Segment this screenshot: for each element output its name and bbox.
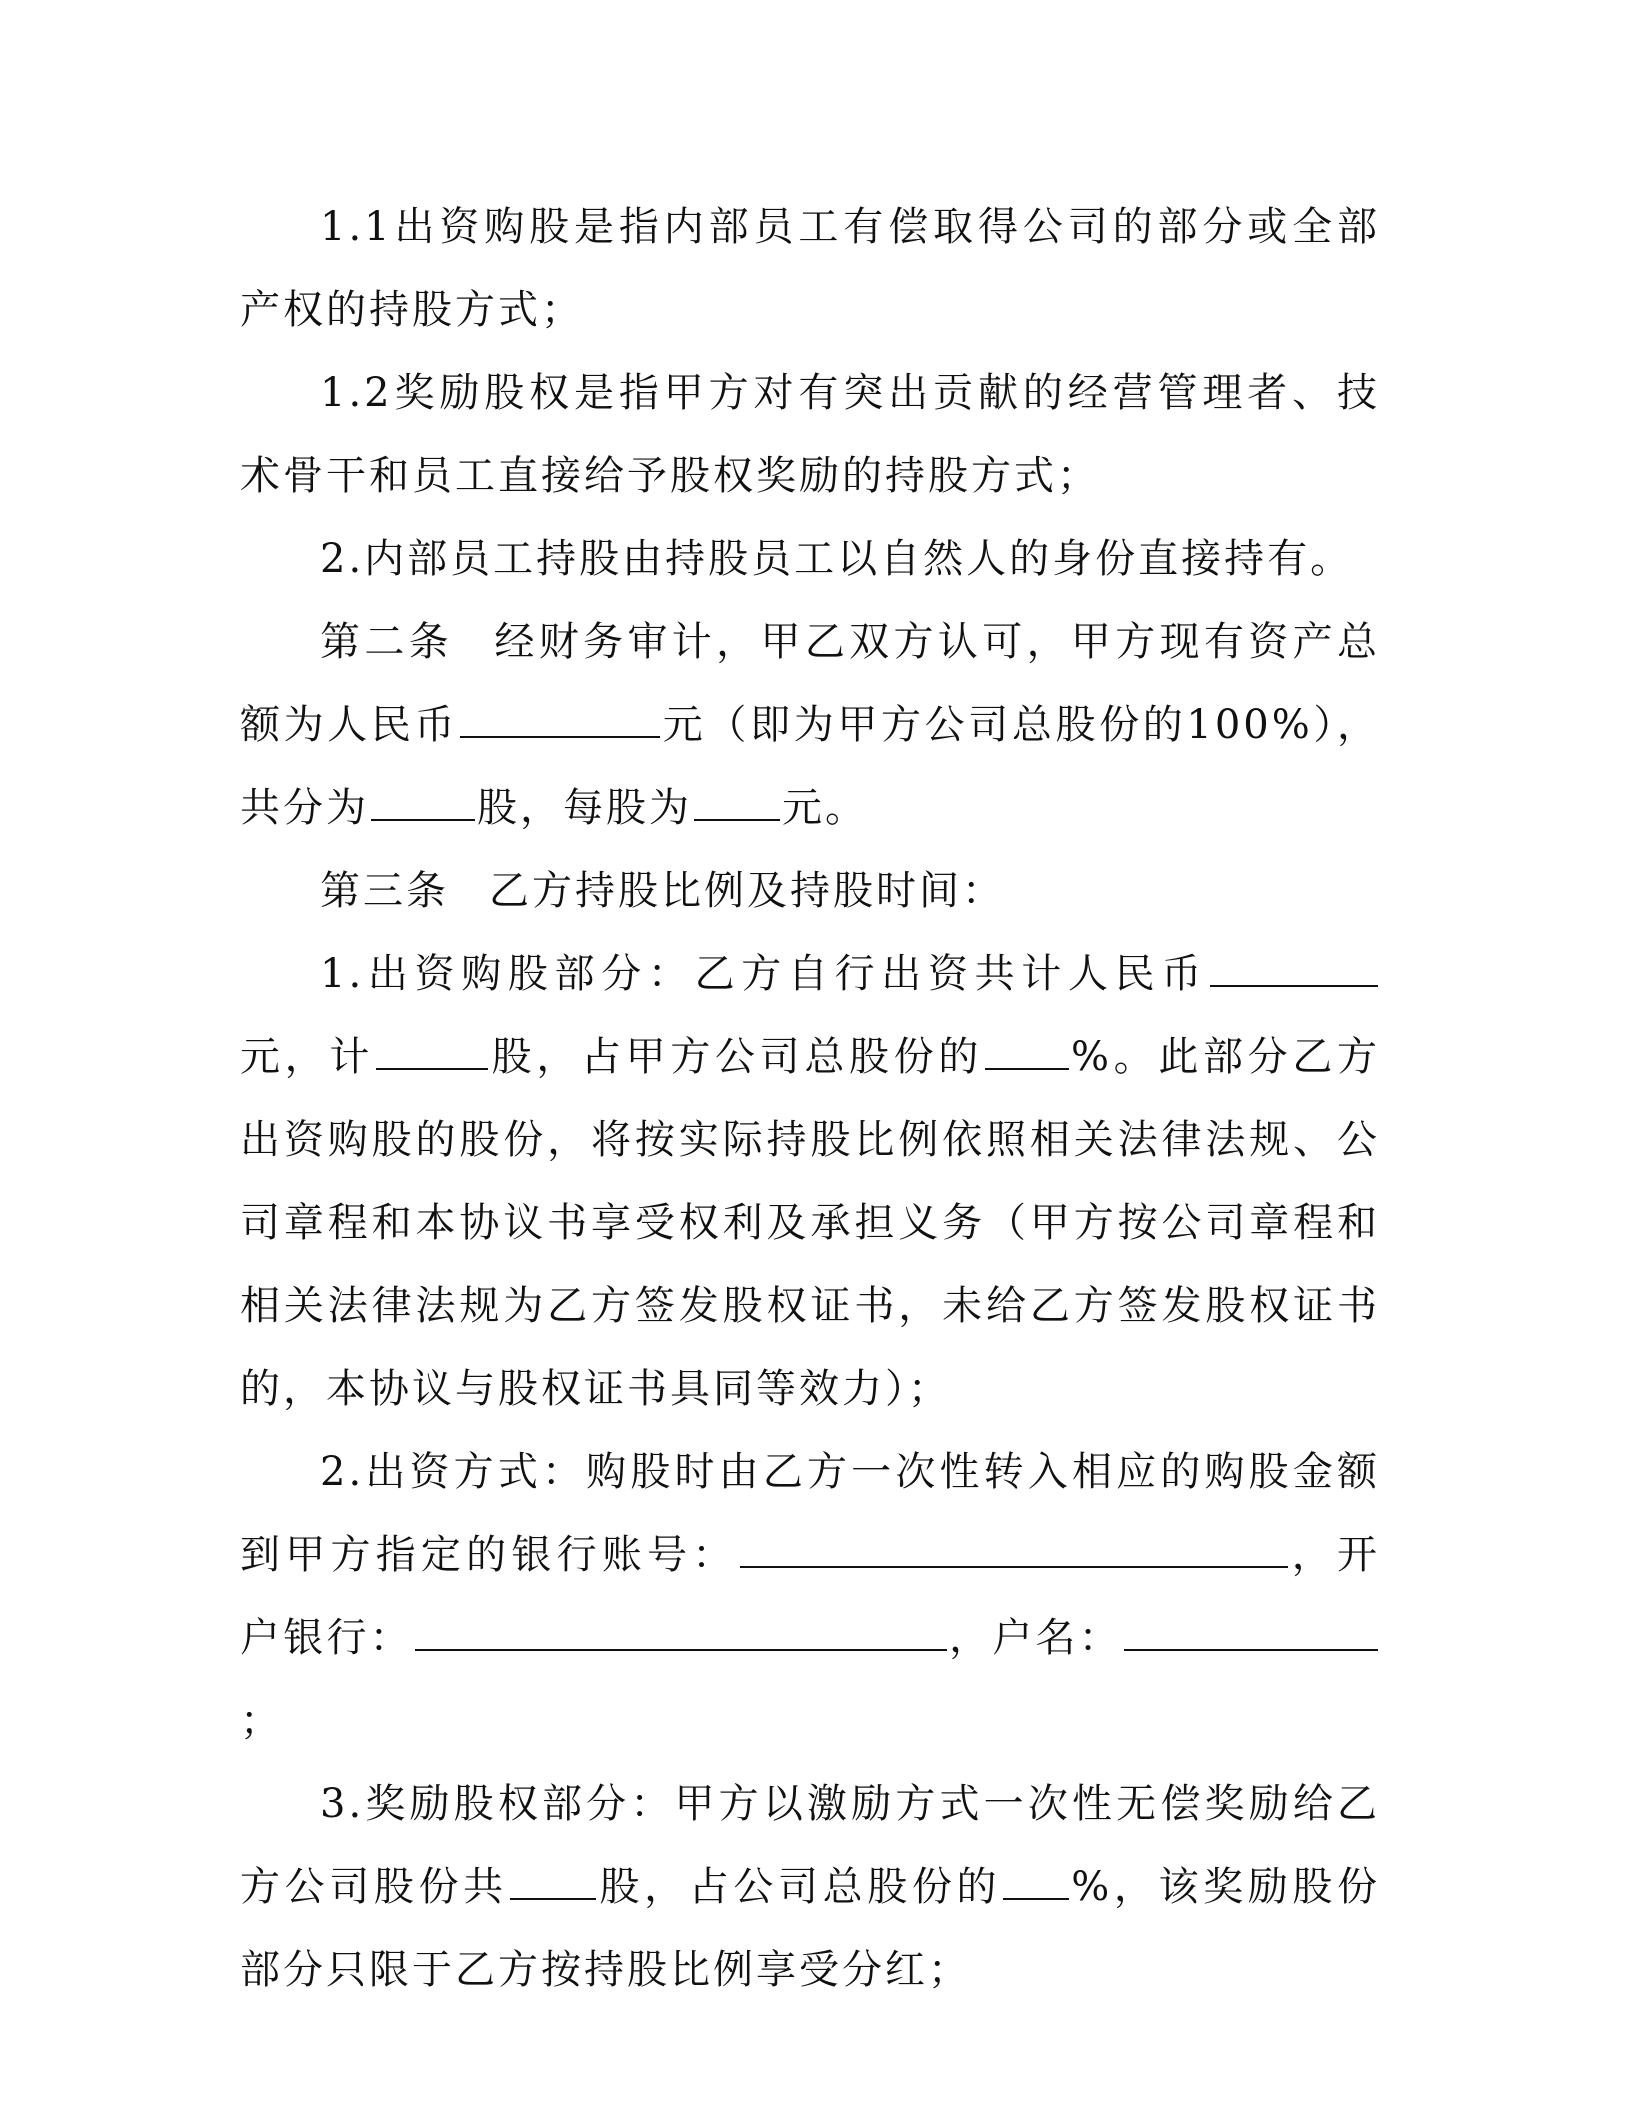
paragraph-1-2-text: 1.2奖励股权是指甲方对有突出贡献的经营管理者、技术骨干和员工直接给予股权奖励的持股方式； bbox=[240, 370, 1380, 499]
account-holder-blank[interactable] bbox=[1124, 1615, 1378, 1651]
item-3-text-c: %，该奖励股份部分只限于乙方按持股比例享受分红； bbox=[240, 1864, 1381, 1993]
total-shares-blank[interactable] bbox=[371, 785, 475, 821]
award-shares-blank[interactable] bbox=[510, 1864, 596, 1900]
paragraph-2-text: 2.内部员工持股由持股员工以自然人的身份直接持有。 bbox=[320, 536, 1354, 582]
bank-account-blank[interactable] bbox=[740, 1532, 1288, 1568]
purchase-amount-blank[interactable] bbox=[1210, 951, 1378, 987]
item-1-text-a: 1.出资购股部分：乙方自行出资共计人民币 bbox=[320, 951, 1208, 997]
purchased-percent-blank[interactable] bbox=[985, 1034, 1069, 1070]
article-2-text-c: 股，每股为 bbox=[477, 785, 692, 831]
article-3-heading: 第三条 bbox=[320, 868, 449, 914]
article-3-item-3 bbox=[240, 1763, 1380, 2012]
article-2-text-a: 经财务审计，甲乙双方认可，甲方现有资产总额为人民币 bbox=[240, 619, 1381, 748]
document-body bbox=[240, 186, 1380, 2012]
item-3-text-a: 3.奖励股权部分：甲方以激励方式一次性无偿奖励给乙方公司股份共 bbox=[240, 1781, 1380, 1910]
share-price-blank[interactable] bbox=[694, 785, 780, 821]
paragraph-1-2 bbox=[240, 352, 1380, 518]
article-2 bbox=[240, 601, 1380, 850]
paragraph-2 bbox=[240, 518, 1380, 601]
paragraph-1-1-text: 1.1出资购股是指内部员工有偿取得公司的部分或全部产权的持股方式； bbox=[240, 204, 1380, 333]
item-3-text-b: 股，占公司总股份的 bbox=[597, 1864, 1002, 1910]
bank-name-blank[interactable] bbox=[415, 1615, 947, 1651]
item-2-text-c: ，户名： bbox=[948, 1615, 1123, 1661]
item-2-text-b: ，开户银行： bbox=[240, 1532, 1381, 1661]
purchased-shares-blank[interactable] bbox=[376, 1034, 488, 1070]
article-3-text: 乙方持股比例及持股时间： bbox=[489, 868, 1005, 914]
total-assets-blank[interactable] bbox=[460, 702, 660, 738]
article-2-text-d: 元。 bbox=[782, 785, 868, 831]
item-1-text-b: 元，计 bbox=[240, 1034, 374, 1080]
item-1-text-c: 股，占甲方公司总股份的 bbox=[490, 1034, 983, 1080]
award-percent-blank[interactable] bbox=[1003, 1864, 1069, 1900]
article-2-heading: 第二条 bbox=[320, 619, 454, 665]
item-1-text-d: %。此部分乙方出资购股的股份，将按实际持股比例依照相关法律法规、公司章程和本协议书享受权利及承担义务（甲方按公司章程和相关法律法规为乙方签发股权证书，未给乙方签发股权证书的，本协议与股权证书具同等效力）； bbox=[240, 1034, 1381, 1412]
article-2-text-b: 元（即为甲方公司总股份的100%），共分为 bbox=[240, 702, 1381, 831]
article-3 bbox=[240, 850, 1380, 933]
article-3-item-1 bbox=[240, 933, 1380, 1431]
article-3-item-2 bbox=[240, 1431, 1380, 1763]
paragraph-1-1 bbox=[240, 186, 1380, 352]
item-2-text-a: 2.出资方式：购股时由乙方一次性转入相应的购股金额到甲方指定的银行账号： bbox=[240, 1449, 1380, 1578]
item-2-text-d: ； bbox=[240, 1698, 283, 1744]
